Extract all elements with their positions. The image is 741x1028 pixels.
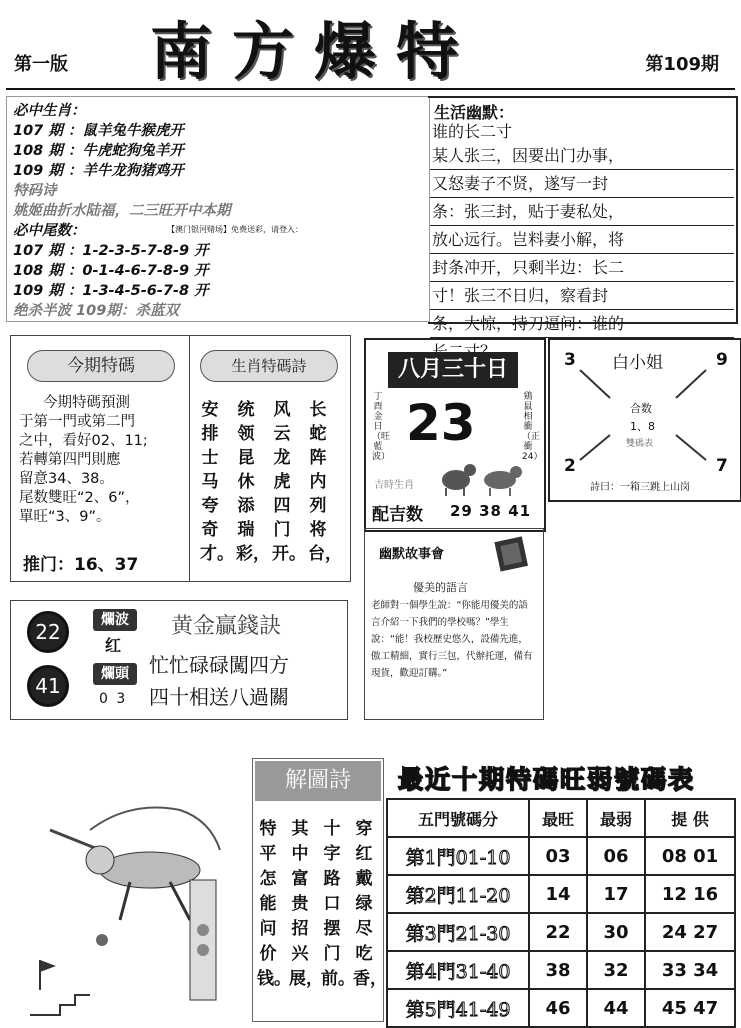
tema-line: 之中，看好02、11; xyxy=(19,433,148,449)
gold-title: 黄金贏錢訣 xyxy=(171,614,282,639)
hot-cell: 46 xyxy=(529,989,587,1027)
lucky-numbers: 29 38 41 xyxy=(450,502,532,520)
poem-column: 长蛇阵内列将台， xyxy=(308,400,342,564)
lucky-number-label: 配吉数 xyxy=(372,505,423,525)
special-poem-text: 姚姬曲折水陆福，二三旺开中本期 xyxy=(13,203,231,219)
number-circle: 22 xyxy=(27,611,69,653)
gold-line: 四十相送八過關 xyxy=(149,685,289,709)
zodiac-poem-title: 生肖特碼詩 xyxy=(200,350,338,382)
zodiac-poem-block xyxy=(188,335,351,582)
column-header: 五門號碼分 xyxy=(387,799,529,837)
edition-label: 第一版 xyxy=(14,54,68,75)
riddle-poem-block xyxy=(252,758,387,1022)
baixiaojie-poem: 詩曰：一箱三跳上山岗 xyxy=(590,482,690,493)
gold-block xyxy=(10,600,348,720)
hot-cell: 22 xyxy=(529,913,587,951)
calendar-left-note: 丁酉金日（旺藍波） xyxy=(372,392,391,462)
must-tail-row: 107 期 ：1-2-3-5-7-8-9 开 xyxy=(13,243,209,259)
provide-cell: 45 47 xyxy=(645,989,735,1027)
cold-cell: 06 xyxy=(587,837,645,875)
baixiaojie-title: 白小姐 xyxy=(612,353,663,373)
corner-number: 9 xyxy=(716,350,728,370)
number-circle: 41 xyxy=(27,665,69,707)
corner-number: 7 xyxy=(716,456,728,476)
tema-line: 于第一門或第二門 xyxy=(19,414,135,430)
zone-cell: 第4門31-40 xyxy=(387,951,529,989)
monkey-illustration xyxy=(30,790,250,1020)
tema-line: 今期特碼預測 xyxy=(43,395,130,411)
prediction-block xyxy=(6,96,430,322)
must-tail-title: 必中尾数： xyxy=(13,223,86,239)
riddle-column: 穿红戴绿尽吃香， xyxy=(353,819,387,989)
riddle-column: 其中富贵招兴展， xyxy=(289,819,323,989)
provide-cell: 12 16 xyxy=(645,875,735,913)
must-animal-row: 108 期 ：牛虎蛇狗兔羊开 xyxy=(13,143,184,159)
provide-cell: 08 01 xyxy=(645,837,735,875)
riddle-poem-title: 解圖詩 xyxy=(255,761,381,801)
tag-value: 0 3 xyxy=(99,691,128,707)
zone-cell: 第1門01-10 xyxy=(387,837,529,875)
calendar-date: 八月三十日 xyxy=(388,352,518,388)
cold-cell: 32 xyxy=(587,951,645,989)
heshu-label: 合数 xyxy=(630,402,652,415)
hot-cell: 03 xyxy=(529,837,587,875)
provide-cell: 33 34 xyxy=(645,951,735,989)
humor-block xyxy=(428,96,738,333)
provide-cell: 24 27 xyxy=(645,913,735,951)
story-title: 優美的語言 xyxy=(413,581,468,594)
calendar-right-note: 鶏鼠相衝（正衝24） xyxy=(522,392,543,462)
humor-line: 又怒妻子不贤，遂写一封 xyxy=(430,170,734,198)
zone-cell: 第5門41-49 xyxy=(387,989,529,1027)
story-text: 老師對一個學生說：“你能用優美的語言介紹一下我們的學校嗎？”學生說：“能！我校歷史悠久，設備先進，傲工精細，實行三包，代辦托運，備有現貨，歡迎訂購。” xyxy=(371,600,533,679)
must-animal-title: 必中生肖： xyxy=(13,103,86,119)
cold-cell: 44 xyxy=(587,989,645,1027)
poem-column: 安排士马夸奇才。 xyxy=(200,400,234,564)
baixiaojie-block xyxy=(548,338,741,502)
cold-cell: 30 xyxy=(587,913,645,951)
heshu-tail: 雙碼表 xyxy=(626,439,654,449)
book-icon xyxy=(493,535,533,573)
hot-cold-table xyxy=(386,798,736,1028)
table-row xyxy=(387,951,735,989)
column-header: 最弱 xyxy=(587,799,645,837)
tema-line: 若轉第四門則應 xyxy=(19,452,121,468)
half-wave-text: 绝杀半波 109期：杀蓝双 xyxy=(13,303,179,319)
table-header-row xyxy=(387,799,735,837)
riddle-column: 十字路口摆门前。 xyxy=(321,819,355,989)
humor-line: 条，大惊，持刀逼问：谁的 xyxy=(430,310,734,338)
humor-line: 谁的长二寸 xyxy=(432,122,513,141)
ad-text: 【澳门银河赌场】免费送彩，请登入： xyxy=(167,225,303,234)
corner-number: 3 xyxy=(564,350,576,370)
calendar-day-number: 23 xyxy=(406,394,476,452)
gold-line: 忙忙碌碌闖四方 xyxy=(149,653,289,677)
table-row xyxy=(387,875,735,913)
header-divider xyxy=(6,88,735,90)
humor-line: 条：张三封，贴于妻私处， xyxy=(430,198,734,226)
tema-title: 今期特碼 xyxy=(27,350,175,382)
must-tail-row: 109 期 ：1-3-4-5-6-7-8 开 xyxy=(13,283,209,299)
calendar-caption: 吉時生肖 xyxy=(374,480,414,491)
must-animal-row: 107 期 ：鼠羊兔牛猴虎开 xyxy=(13,123,184,139)
story-block xyxy=(364,528,544,720)
riddle-column: 特平怎能问价钱。 xyxy=(257,819,291,989)
zone-cell: 第2門11-20 xyxy=(387,875,529,913)
tema-line: 留意34、38。 xyxy=(19,471,114,487)
issue-label: 第109期 xyxy=(645,54,719,75)
poem-column: 风云龙虎四门开。 xyxy=(272,400,306,564)
tema-line: 單旺“3、9”。 xyxy=(19,509,111,525)
humor-title: 生活幽默： xyxy=(434,103,515,122)
corner-number: 2 xyxy=(564,456,576,476)
page-title: 南方爆特 xyxy=(150,15,479,88)
special-poem-title: 特码诗 xyxy=(13,183,57,199)
humor-line: 放心远行。岂料妻小解，将 xyxy=(430,226,734,254)
zone-cell: 第3門21-30 xyxy=(387,913,529,951)
tema-block xyxy=(10,335,190,582)
calendar-block xyxy=(364,338,546,532)
must-animal-row: 109 期 ：羊牛龙狗猪鸡开 xyxy=(13,163,184,179)
hot-cell: 38 xyxy=(529,951,587,989)
tag-label: 爛波 xyxy=(93,609,137,631)
table-row xyxy=(387,989,735,1027)
poem-column: 统领昆休添瑞彩， xyxy=(236,400,270,564)
animals-illustration xyxy=(436,458,526,498)
humor-line: 寸！张三不日归，察看封 xyxy=(430,282,734,310)
tag-value: 红 xyxy=(105,636,122,655)
table-row xyxy=(387,837,735,875)
column-header: 提 供 xyxy=(645,799,735,837)
story-banner: 幽默故事會 xyxy=(379,547,445,562)
tema-line: 尾数雙旺“2、6”， xyxy=(19,490,140,506)
heshu-value: 1、8 xyxy=(630,420,655,433)
humor-line: 某人张三，因要出门办事， xyxy=(430,142,734,170)
cold-cell: 17 xyxy=(587,875,645,913)
humor-line: 封条冲开，只剩半边：长二 xyxy=(430,254,734,282)
column-header: 最旺 xyxy=(529,799,587,837)
must-tail-row: 108 期 ：0-1-4-6-7-8-9 开 xyxy=(13,263,209,279)
tui-men: 推门：16、37 xyxy=(23,555,139,575)
tag-label: 爛頭 xyxy=(93,663,137,685)
table-title: 最近十期特碼旺弱號碼表 xyxy=(398,765,696,794)
hot-cell: 14 xyxy=(529,875,587,913)
table-row xyxy=(387,913,735,951)
